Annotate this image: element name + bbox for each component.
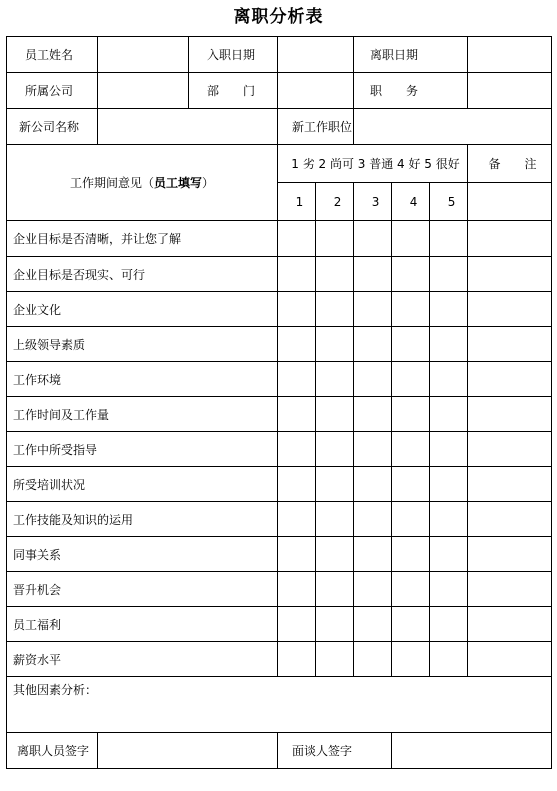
- survey-item-label: 上级领导素质: [7, 327, 278, 362]
- score-cell-3[interactable]: [354, 502, 392, 537]
- score-cell-3[interactable]: [354, 642, 392, 677]
- survey-item-label: 员工福利: [7, 607, 278, 642]
- survey-header-row: [7, 145, 552, 183]
- survey-row: [7, 572, 552, 607]
- score-cell-3[interactable]: [354, 397, 392, 432]
- leave-date-label: 离职日期: [354, 37, 468, 73]
- survey-row: [7, 292, 552, 327]
- signature-row: [7, 733, 552, 769]
- survey-row: [7, 502, 552, 537]
- survey-item-label: 企业文化: [7, 292, 278, 327]
- score-cell-5[interactable]: [430, 292, 468, 327]
- survey-item-label: 所受培训状况: [7, 467, 278, 502]
- score-cell-4[interactable]: [392, 257, 430, 292]
- interviewer-signature-field[interactable]: [392, 733, 552, 769]
- survey-row: [7, 432, 552, 467]
- remarks-cell[interactable]: [468, 432, 552, 467]
- company-label: 所属公司: [7, 73, 98, 109]
- employee-name-label: 员工姓名: [7, 37, 98, 73]
- survey-row: [7, 327, 552, 362]
- basic-info-row-3: [7, 109, 552, 145]
- score-cell-2[interactable]: [316, 607, 354, 642]
- score-cell-2[interactable]: [316, 502, 354, 537]
- remarks-cell[interactable]: [468, 537, 552, 572]
- score-cell-4[interactable]: [392, 467, 430, 502]
- survey-row: [7, 607, 552, 642]
- score-cell-1[interactable]: [278, 221, 316, 257]
- remarks-cell[interactable]: [468, 467, 552, 502]
- score-cell-1[interactable]: [278, 642, 316, 677]
- score-cell-3[interactable]: [354, 327, 392, 362]
- score-cell-4[interactable]: [392, 642, 430, 677]
- score-cell-2[interactable]: [316, 572, 354, 607]
- score-cell-5[interactable]: [430, 362, 468, 397]
- remarks-header-blank: [468, 183, 552, 221]
- survey-item-label: 工作中所受指导: [7, 432, 278, 467]
- remarks-cell[interactable]: [468, 642, 552, 677]
- score-cell-3[interactable]: [354, 607, 392, 642]
- remarks-cell[interactable]: [468, 221, 552, 257]
- rating-scale-legend: 1 劣 2 尚可 3 普通 4 好 5 很好: [278, 145, 468, 183]
- score-cell-5[interactable]: [430, 467, 468, 502]
- survey-item-label: 晋升机会: [7, 572, 278, 607]
- remarks-cell[interactable]: [468, 292, 552, 327]
- leaver-signature-field[interactable]: [98, 733, 278, 769]
- score-cell-3[interactable]: [354, 221, 392, 257]
- survey-item-label: 工作时间及工作量: [7, 397, 278, 432]
- score-cell-4[interactable]: [392, 292, 430, 327]
- other-factors-row: [7, 677, 552, 733]
- score-cell-4[interactable]: [392, 397, 430, 432]
- survey-row: [7, 467, 552, 502]
- score-4-header: 4: [392, 183, 430, 221]
- score-cell-1[interactable]: [278, 467, 316, 502]
- survey-item-label: 工作技能及知识的运用: [7, 502, 278, 537]
- remarks-cell[interactable]: [468, 327, 552, 362]
- score-cell-1[interactable]: [278, 607, 316, 642]
- basic-info-row-2: [7, 73, 552, 109]
- score-cell-5[interactable]: [430, 537, 468, 572]
- survey-item-label: 企业目标是否现实、可行: [7, 257, 278, 292]
- remarks-cell[interactable]: [468, 257, 552, 292]
- score-cell-2[interactable]: [316, 257, 354, 292]
- survey-item-label: 薪资水平: [7, 642, 278, 677]
- score-cell-3[interactable]: [354, 257, 392, 292]
- company-field[interactable]: [98, 73, 189, 109]
- page-title: 离职分析表: [233, 7, 324, 27]
- score-cell-2[interactable]: [316, 327, 354, 362]
- survey-item-label: 工作环境: [7, 362, 278, 397]
- position-label: 职 务: [354, 73, 468, 109]
- score-cell-5[interactable]: [430, 572, 468, 607]
- basic-info-row-1: [7, 37, 552, 73]
- score-cell-1[interactable]: [278, 572, 316, 607]
- remarks-cell[interactable]: [468, 607, 552, 642]
- score-cell-3[interactable]: [354, 467, 392, 502]
- score-cell-1[interactable]: [278, 502, 316, 537]
- score-1-header: 1: [278, 183, 316, 221]
- score-2-header: 2: [316, 183, 354, 221]
- score-cell-1[interactable]: [278, 327, 316, 362]
- score-cell-2[interactable]: [316, 397, 354, 432]
- score-cell-4[interactable]: [392, 327, 430, 362]
- score-cell-4[interactable]: [392, 362, 430, 397]
- score-cell-3[interactable]: [354, 572, 392, 607]
- survey-row: [7, 642, 552, 677]
- score-cell-2[interactable]: [316, 362, 354, 397]
- survey-item-label: 同事关系: [7, 537, 278, 572]
- score-cell-4[interactable]: [392, 607, 430, 642]
- survey-row: [7, 221, 552, 257]
- score-3-header: 3: [354, 183, 392, 221]
- score-cell-5[interactable]: [430, 642, 468, 677]
- score-cell-2[interactable]: [316, 221, 354, 257]
- survey-row: [7, 362, 552, 397]
- remarks-cell[interactable]: [468, 572, 552, 607]
- remarks-cell[interactable]: [468, 502, 552, 537]
- survey-row: [7, 537, 552, 572]
- score-cell-5[interactable]: [430, 432, 468, 467]
- score-cell-4[interactable]: [392, 537, 430, 572]
- survey-section-label: 工作期间意见（员工填写）: [7, 145, 278, 221]
- department-label: 部 门: [189, 73, 278, 109]
- score-cell-1[interactable]: [278, 257, 316, 292]
- score-cell-3[interactable]: [354, 432, 392, 467]
- hire-date-label: 入职日期: [189, 37, 278, 73]
- score-cell-4[interactable]: [392, 572, 430, 607]
- remarks-cell[interactable]: [468, 362, 552, 397]
- new-position-label: 新工作职位: [278, 109, 354, 145]
- survey-row: [7, 257, 552, 292]
- other-factors-field[interactable]: [7, 677, 552, 733]
- score-cell-2[interactable]: [316, 292, 354, 327]
- score-cell-2[interactable]: [316, 432, 354, 467]
- score-cell-5[interactable]: [430, 327, 468, 362]
- score-cell-5[interactable]: [430, 607, 468, 642]
- score-cell-4[interactable]: [392, 432, 430, 467]
- score-cell-3[interactable]: [354, 537, 392, 572]
- department-field[interactable]: [278, 73, 354, 109]
- score-cell-1[interactable]: [278, 292, 316, 327]
- survey-row: [7, 397, 552, 432]
- score-cell-1[interactable]: [278, 362, 316, 397]
- survey-item-label: 企业目标是否清晰，并让您了解: [7, 221, 278, 257]
- new-position-field[interactable]: [354, 109, 552, 145]
- hire-date-field[interactable]: [278, 37, 354, 73]
- employee-name-field[interactable]: [98, 37, 189, 73]
- score-5-header: 5: [430, 183, 468, 221]
- score-cell-5[interactable]: [430, 257, 468, 292]
- score-cell-3[interactable]: [354, 292, 392, 327]
- score-cell-5[interactable]: [430, 221, 468, 257]
- score-cell-5[interactable]: [430, 397, 468, 432]
- remarks-label: 备 注: [468, 145, 552, 183]
- score-cell-1[interactable]: [278, 537, 316, 572]
- score-cell-1[interactable]: [278, 432, 316, 467]
- leave-date-field[interactable]: [468, 37, 552, 73]
- score-cell-5[interactable]: [430, 502, 468, 537]
- exit-analysis-form: [6, 36, 552, 769]
- new-company-label: 新公司名称: [7, 109, 98, 145]
- score-cell-4[interactable]: [392, 221, 430, 257]
- score-cell-4[interactable]: [392, 502, 430, 537]
- score-cell-1[interactable]: [278, 397, 316, 432]
- other-factors-label: 其他因素分析：: [13, 683, 98, 697]
- score-cell-3[interactable]: [354, 362, 392, 397]
- new-company-field[interactable]: [98, 109, 278, 145]
- score-cell-2[interactable]: [316, 467, 354, 502]
- score-cell-2[interactable]: [316, 642, 354, 677]
- score-cell-2[interactable]: [316, 537, 354, 572]
- interviewer-signature-label: 面谈人签字: [278, 733, 392, 769]
- remarks-cell[interactable]: [468, 397, 552, 432]
- position-field[interactable]: [468, 73, 552, 109]
- leaver-signature-label: 离职人员签字: [7, 733, 98, 769]
